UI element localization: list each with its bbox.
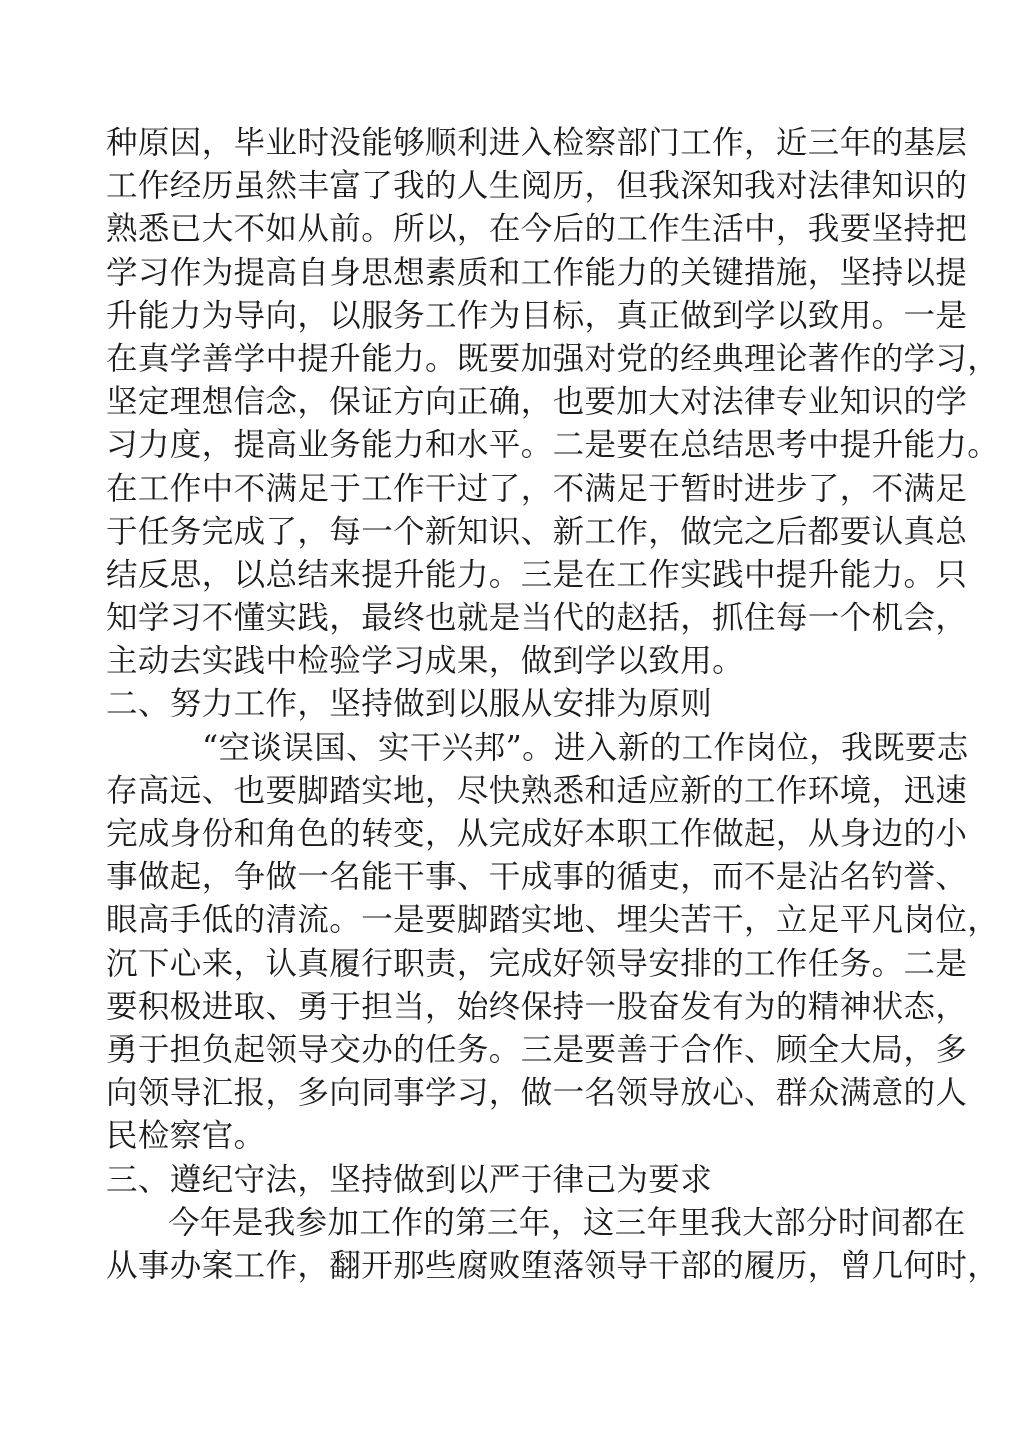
body-line: 熟悉已大不如从前。所以，在今后的工作生活中，我要坚持把 [106, 211, 968, 248]
body-line: 在真学善学中提升能力。既要加强对党的经典理论著作的学习， [106, 340, 1000, 377]
body-line: 事做起，争做一名能干事、干成事的循吏，而不是沾名钓誉、 [106, 859, 968, 896]
body-line: 坚定理想信念，保证方向正确，也要加大对法律专业知识的学 [106, 384, 968, 421]
body-line: 于任务完成了，每一个新知识、新工作，做完之后都要认真总 [106, 513, 968, 550]
body-line: 升能力为导向，以服务工作为目标，真正做到学以致用。一是 [106, 297, 968, 334]
body-line: 学习作为提高自身思想素质和工作能力的关键措施，坚持以提 [106, 254, 968, 291]
document-body [106, 122, 1000, 1288]
section-heading-3: 三、遵纪守法，坚持做到以严于律己为要求 [106, 1161, 713, 1198]
body-line: 勇于担负起领导交办的任务。三是要善于合作、顾全大局，多 [106, 1031, 968, 1068]
body-line: 存高远、也要脚踏实地，尽快熟悉和适应新的工作环境，迅速 [106, 772, 968, 809]
section-heading-2: 二、努力工作，坚持做到以服从安排为原则 [106, 686, 713, 723]
body-line: 民检察官。 [106, 1118, 266, 1155]
body-line: “空谈误国、实干兴邦”。进入新的工作岗位，我既要志 [202, 729, 969, 766]
body-line: 向领导汇报，多向同事学习，做一名领导放心、群众满意的人 [106, 1075, 968, 1112]
body-line: 在工作中不满足于工作干过了，不满足于暂时进步了，不满足 [106, 470, 968, 507]
body-line: 沉下心来，认真履行职责，完成好领导安排的工作任务。二是 [106, 945, 968, 982]
body-line: 习力度，提高业务能力和水平。二是要在总结思考中提升能力。 [106, 427, 1000, 464]
body-line: 眼高手低的清流。一是要脚踏实地、埋尖苦干，立足平凡岗位， [106, 902, 1000, 939]
body-line: 结反思，以总结来提升能力。三是在工作实践中提升能力。只 [106, 556, 968, 593]
body-line: 知学习不懂实践，最终也就是当代的赵括，抓住每一个机会， [106, 600, 968, 637]
body-line: 种原因，毕业时没能够顺利进入检察部门工作，近三年的基层 [106, 125, 968, 161]
body-line: 今年是我参加工作的第三年，这三年里我大部分时间都在 [168, 1204, 966, 1241]
body-line: 主动去实践中检验学习成果，做到学以致用。 [106, 643, 745, 680]
body-line: 完成身份和角色的转变，从完成好本职工作做起，从身边的小 [106, 816, 968, 852]
body-line: 要积极进取、勇于担当，始终保持一股奋发有为的精神状态， [106, 988, 968, 1025]
body-line: 工作经历虽然丰富了我的人生阅历，但我深知我对法律知识的 [106, 168, 968, 205]
body-line: 从事办案工作，翻开那些腐败堕落领导干部的履历，曾几何时， [106, 1247, 1000, 1284]
